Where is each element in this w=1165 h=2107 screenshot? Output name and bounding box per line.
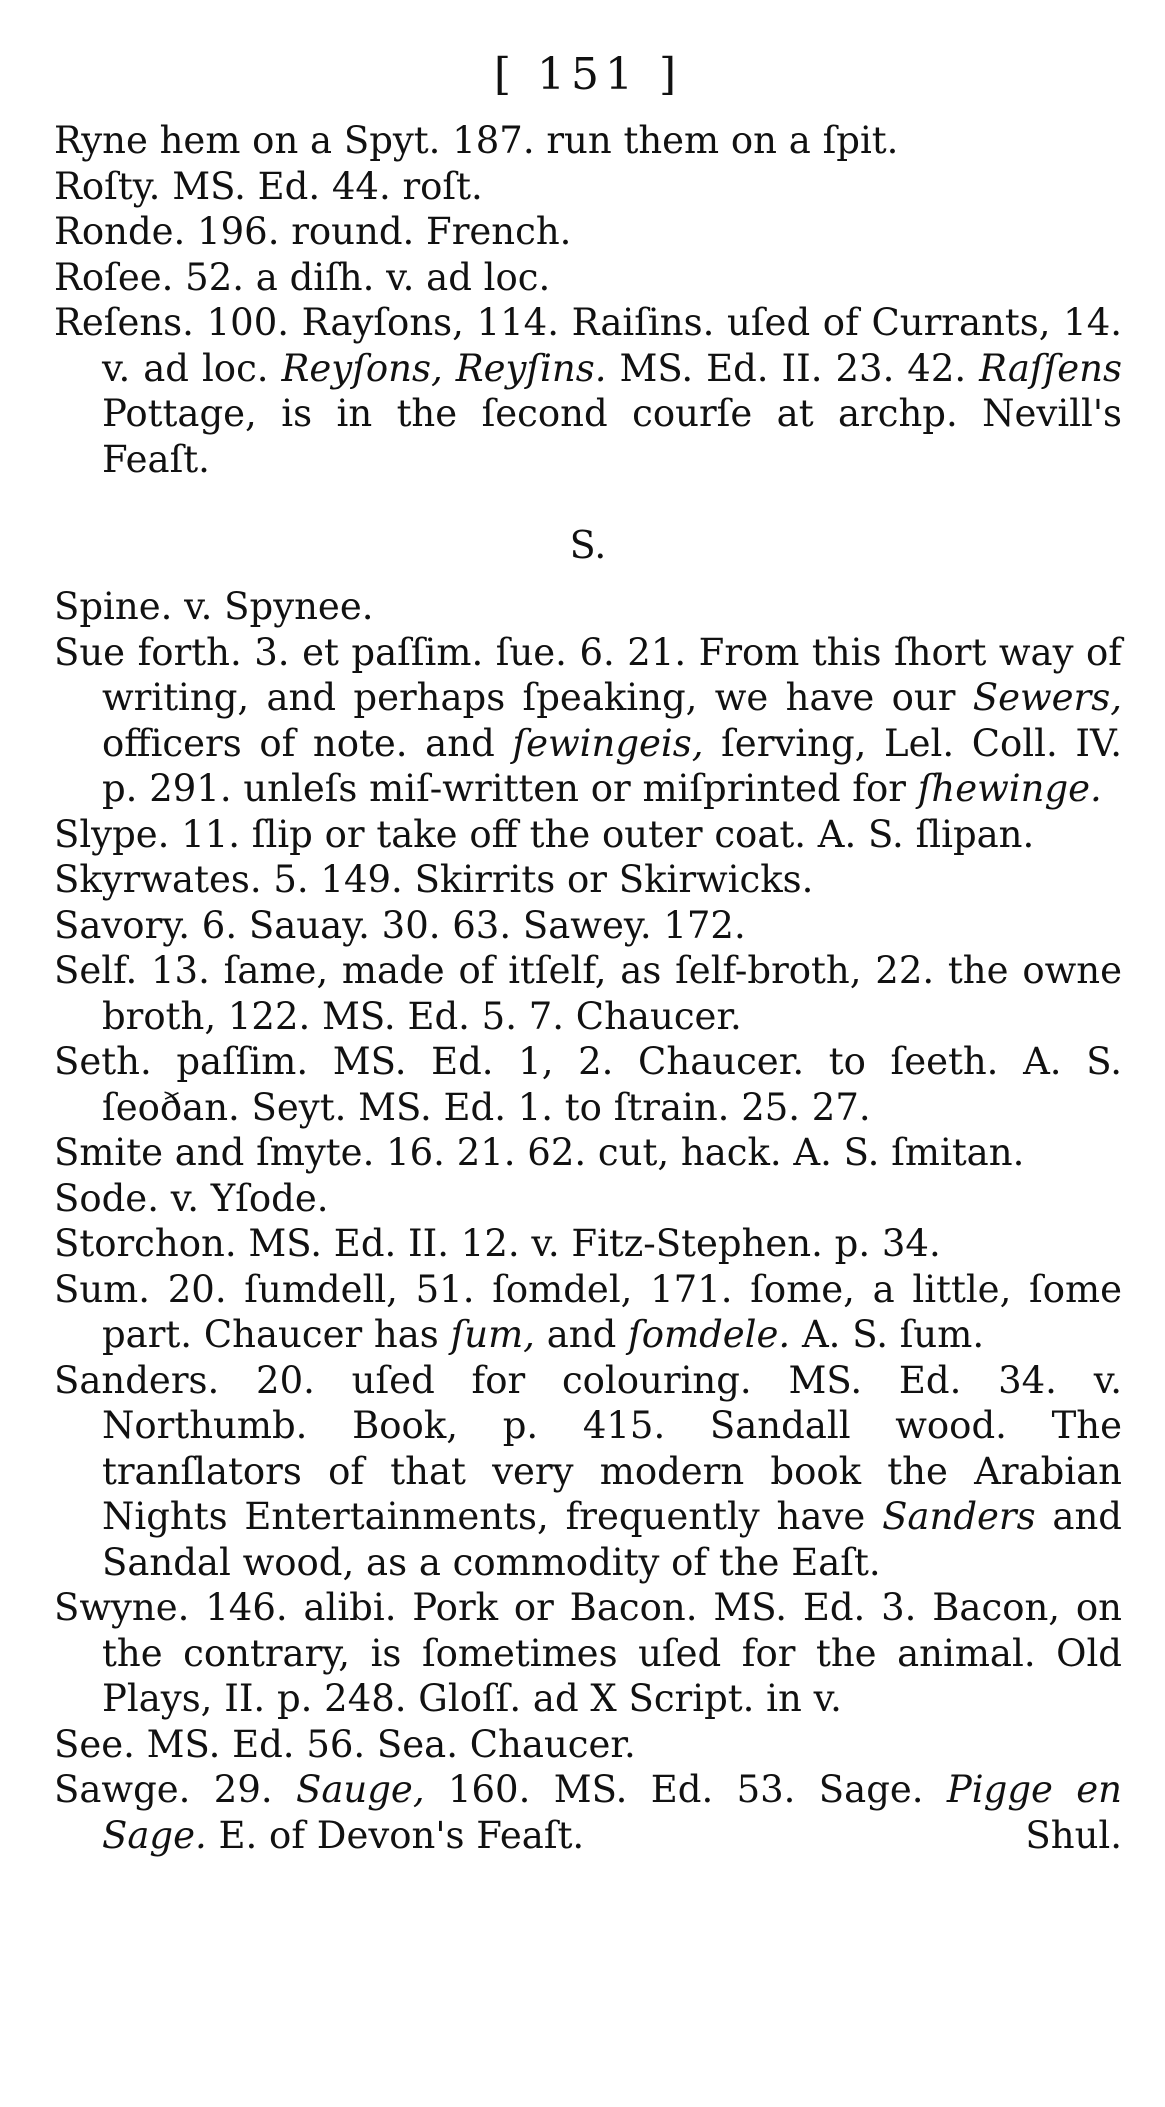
- glossary-entry: Savory. 6. Sauay. 30. 63. Sawey. 172.: [54, 903, 746, 947]
- glossary-entry: Roſee. 52. a diſh. v. ad loc.: [54, 255, 551, 299]
- glossary-entry: Roſty. MS. Ed. 44. roſt.: [54, 164, 483, 208]
- glossary-entry: Storchon. MS. Ed. II. 12. v. Fitz-Stephen. p. 34.: [54, 1222, 941, 1265]
- entries-r: [54, 118, 1122, 482]
- glossary-entry: Slype. 11. ſlip or take off the outer coat. A. S. ſlipan.: [54, 812, 1035, 856]
- glossary-entry: Sue forth. 3. et paſſim. ſue. 6. 21. From this ſhort way of writing, and perhaps ſpeaking, we have our Sewers, officers of note. and ſewingeis, ſerving, Lel. Coll. IV. p. 291. unleſs miſ-written or miſprinted for ſhewinge.: [54, 630, 1123, 810]
- glossary-entry: Smite and ſmyte. 16. 21. 62. cut, hack. A. S. ſmitan.: [54, 1131, 1025, 1174]
- glossary-entry: Sawge. 29. Sauge, 160. MS. Ed. 53. Sage. Pigge en Sage. E. of Devon's Feaſt. Shul.: [54, 1768, 1122, 1857]
- glossary-entry: Sode. v. Yſode.: [54, 1176, 329, 1220]
- glossary-entry: Ronde. 196. round. French.: [54, 210, 572, 253]
- glossary-entry: Self. 13. ſame, made of itſelf, as ſelf-broth, 22. the owne broth, 122. MS. Ed. 5. 7. Chaucer.: [54, 949, 1122, 1038]
- glossary-entry: Spine. v. Spynee.: [54, 585, 374, 628]
- glossary-entry: Swyne. 146. alibi. Pork or Bacon. MS. Ed. 3. Bacon, on the contrary, is ſometimes uſed for the animal. Old Plays, II. p. 248. Gloſſ. ad X Script. in v.: [54, 1586, 1122, 1720]
- section-heading: S.: [569, 523, 607, 567]
- glossary-entry: Reſens. 100. Rayſons, 114. Raiſins. uſed of Currants, 14. v. ad loc. Reyſons, Reyſins. MS. Ed. II. 23. 42. Raſſens Pottage, is in the ſecond courſe at archp. Nevill's Feaſt.: [54, 301, 1122, 481]
- glossary-entry: Sanders. 20. uſed for colouring. MS. Ed. 34. v. Northumb. Book, p. 415. Sandall wood. The tranſlators of that very modern book the Arabian Nights Entertainments, frequently have Sanders and Sandal wood, as a commodity of the Eaſt.: [54, 1358, 1122, 1584]
- glossary-entry: Skyrwates. 5. 149. Skirrits or Skirwicks.: [54, 858, 814, 901]
- glossary-entry: Ryne hem on a Spyt. 187. run them on a ſpit.: [54, 119, 899, 162]
- glossary-entry: Seth. paſſim. MS. Ed. 1, 2. Chaucer. to ſeeth. A. S. ſeoðan. Seyt. MS. Ed. 1. to ſtrain. 25. 27.: [54, 1040, 1122, 1129]
- catchword: Shul.: [1025, 1813, 1122, 1857]
- document-page: [54, 40, 1122, 1858]
- entries-s: [54, 584, 1122, 1858]
- glossary-entry: Sum. 20. ſumdell, 51. ſomdel, 171. ſome, a little, ſome part. Chaucer has ſum, and ſomdele. A. S. ſum.: [54, 1267, 1122, 1356]
- glossary-entry: See. MS. Ed. 56. Sea. Chaucer.: [54, 1722, 636, 1766]
- page-number: [ 151 ]: [493, 49, 683, 100]
